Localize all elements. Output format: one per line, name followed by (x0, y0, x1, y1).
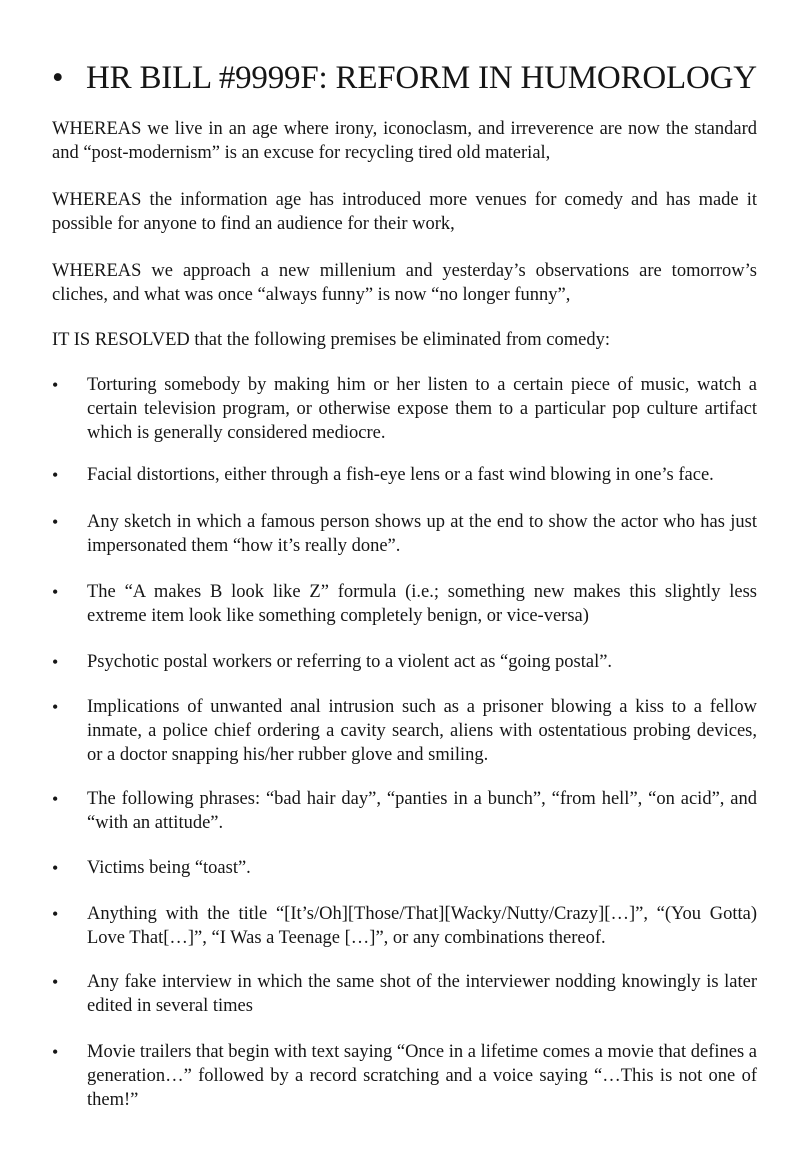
bill-title (52, 58, 782, 98)
premise-text: The “A makes B look like Z” formula (i.e.; something new makes this slightly less extreme item look like something completely benign, or vice-versa) (87, 582, 757, 626)
premise-text: Any fake interview in which the same shot of the interviewer nodding knowingly is later edited in several times (87, 972, 757, 1016)
bill-title-text: HR BILL #9999F: REFORM IN HUMOROLOGY (86, 60, 757, 96)
bullet-icon: • (52, 512, 59, 532)
bullet-icon: • (52, 1042, 59, 1062)
whereas-clause-3: WHEREAS we approach a new millenium and yesterday’s observations are tomorrow’s cliches, and what was once “always funny” is now “no longer funny”, (52, 261, 757, 305)
premise-text: Torturing somebody by making him or her listen to a certain piece of music, watch a certain television program, or otherwise expose them to a particular pop culture artifact which is generally considered mediocre. (87, 375, 757, 443)
whereas-clause-1: WHEREAS we live in an age where irony, iconoclasm, and irreverence are now the standard and “post-modernism” is an excuse for recycling tired old material, (52, 119, 757, 163)
bullet-icon: • (52, 789, 59, 809)
premise-text: Implications of unwanted anal intrusion such as a prisoner blowing a kiss to a fellow inmate, a police chief ordering a cavity search, aliens with ostentatious probing devices, or a doctor snapping his/her rubber glove and smiling. (87, 697, 757, 765)
bullet-icon: • (52, 375, 59, 395)
bullet-icon: • (52, 697, 59, 717)
premise-text: Psychotic postal workers or referring to a violent act as “going postal”. (87, 652, 613, 672)
title-bullet-icon: • (52, 60, 64, 96)
premise-text: Any sketch in which a famous person shows up at the end to show the actor who has just impersonated them “how it’s really done”. (87, 512, 757, 556)
bullet-icon: • (52, 465, 59, 485)
premise-text: The following phrases: “bad hair day”, “panties in a bunch”, “from hell”, “on acid”, and “with an attitude”. (87, 789, 757, 833)
premise-text: Victims being “toast”. (87, 858, 251, 878)
premise-text: Movie trailers that begin with text saying “Once in a lifetime comes a movie that defines a generation…” followed by a record scratching and a voice saying “…This is not one of them!” (87, 1042, 757, 1110)
resolution-statement: IT IS RESOLVED that the following premises be eliminated from comedy: (52, 330, 610, 350)
bullet-icon: • (52, 652, 59, 672)
bullet-icon: • (52, 972, 59, 992)
bullet-icon: • (52, 858, 59, 878)
bullet-icon: • (52, 582, 59, 602)
premise-text: Facial distortions, either through a fish-eye lens or a fast wind blowing in one’s face. (87, 465, 714, 485)
whereas-clause-2: WHEREAS the information age has introduced more venues for comedy and has made it possible for anyone to find an audience for their work, (52, 190, 757, 234)
premise-text: Anything with the title “[It’s/Oh][Those/That][Wacky/Nutty/Crazy][…]”, “(You Gotta) Love That[…]”, “I Was a Teenage […]”, or any combinations thereof. (87, 904, 757, 948)
bullet-icon: • (52, 904, 59, 924)
